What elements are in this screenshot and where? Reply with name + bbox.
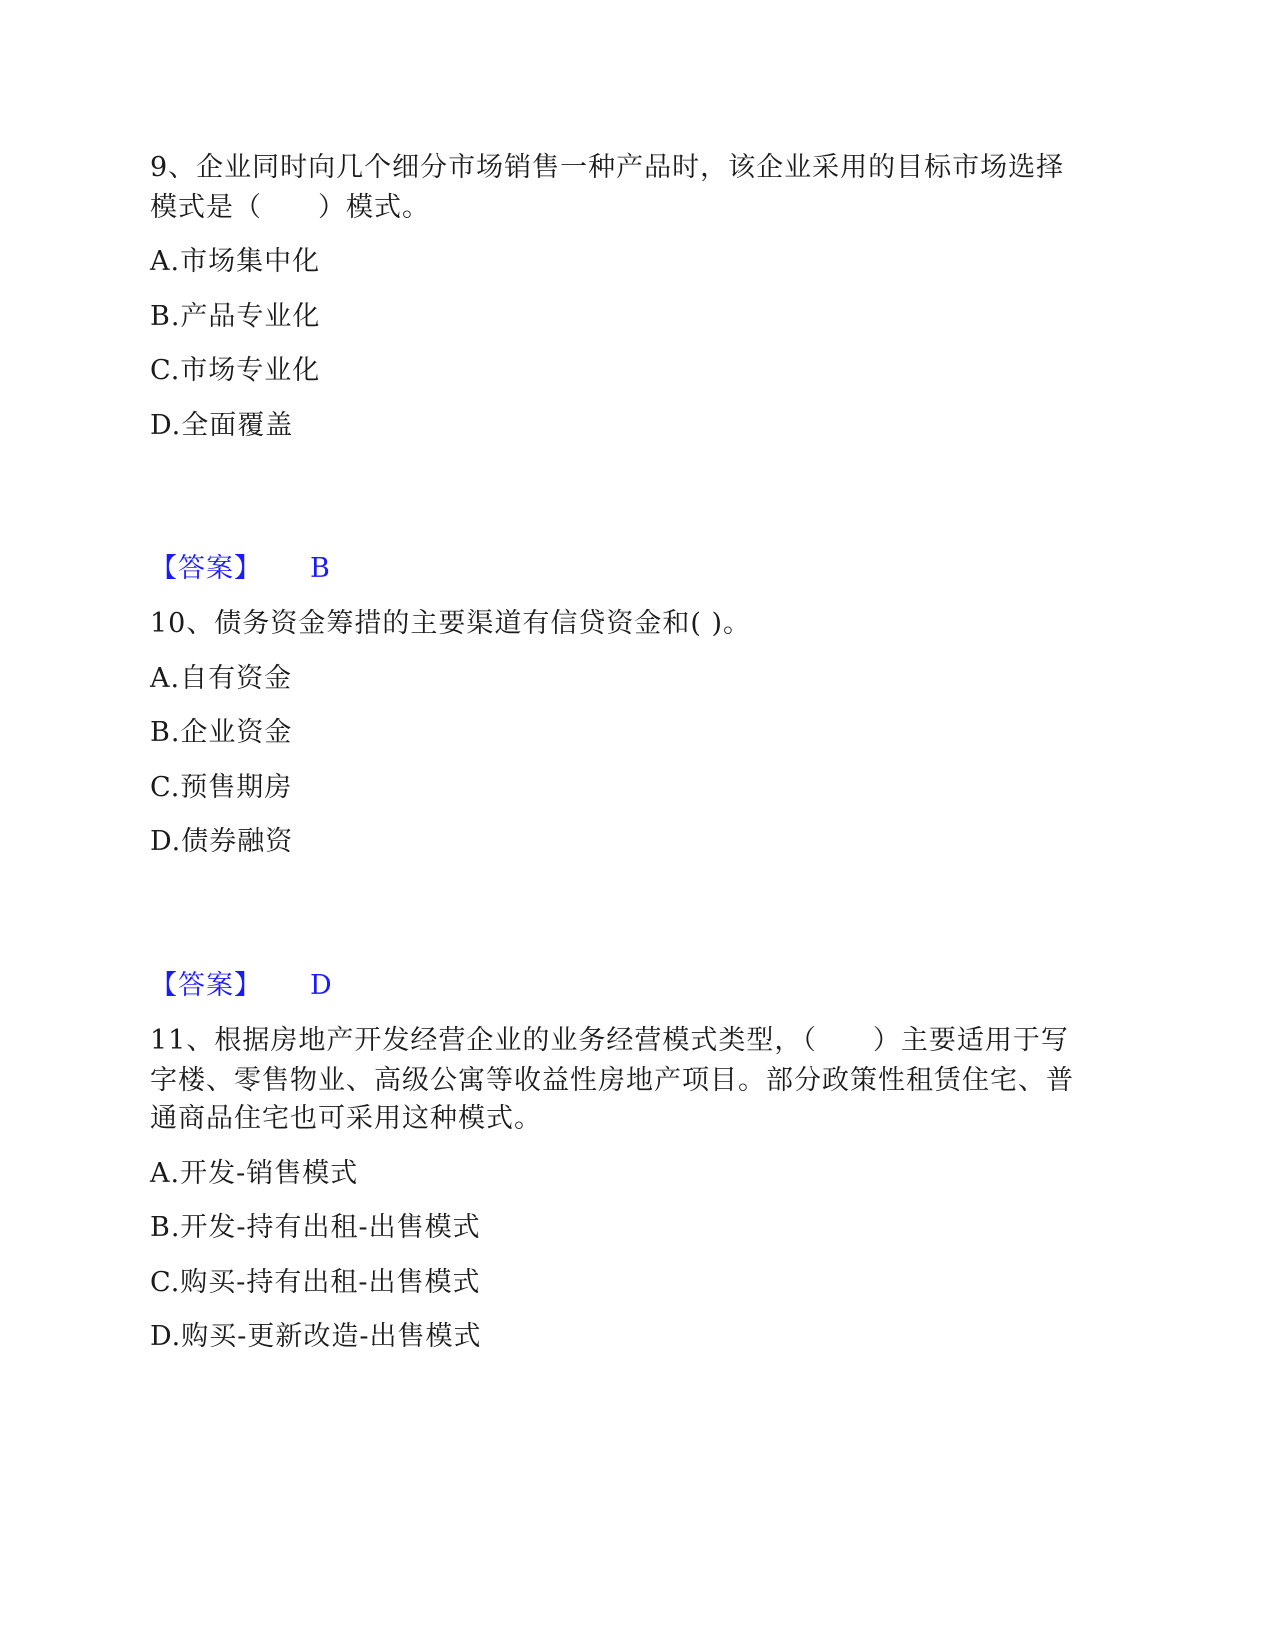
question-9-answer bbox=[150, 549, 331, 589]
question-11-stem-line-3: 通商品住宅也可采用这种模式。 bbox=[150, 1103, 542, 1134]
question-9-stem-line-2: 模式是（ ）模式。 bbox=[150, 192, 430, 223]
question-11-option-a: A.开发-销售模式 bbox=[150, 1158, 359, 1189]
answer-value: B bbox=[310, 553, 331, 584]
answer-value: D bbox=[310, 970, 333, 1001]
answer-label: 【答案】 bbox=[150, 553, 262, 584]
question-11-option-d: D.购买-更新改造-出售模式 bbox=[150, 1321, 482, 1352]
question-11-option-c: C.购买-持有出租-出售模式 bbox=[150, 1267, 481, 1298]
question-10-stem-line-1: 10、债务资金筹措的主要渠道有信贷资金和( )。 bbox=[150, 608, 752, 639]
answer-label: 【答案】 bbox=[150, 970, 262, 1001]
question-9-option-a: A.市场集中化 bbox=[150, 246, 321, 277]
question-9-option-d: D.全面覆盖 bbox=[150, 410, 294, 441]
question-11-stem-line-1: 11、根据房地产开发经营企业的业务经营模式类型，（ ）主要适用于写 bbox=[150, 1025, 1069, 1056]
question-9-option-c: C.市场专业化 bbox=[150, 355, 321, 386]
question-9-option-b: B.产品专业化 bbox=[150, 301, 321, 332]
question-11-stem-line-2: 字楼、零售物业、高级公寓等收益性房地产项目。部分政策性租赁住宅、普 bbox=[150, 1065, 1074, 1096]
question-10-option-b: B.企业资金 bbox=[150, 717, 293, 748]
question-10-option-a: A.自有资金 bbox=[150, 663, 293, 694]
question-9-stem-line-1: 9、企业同时向几个细分市场销售一种产品时，该企业采用的目标市场选择 bbox=[150, 152, 1065, 183]
question-10-answer bbox=[150, 966, 333, 1006]
question-10-option-d: D.债券融资 bbox=[150, 826, 294, 857]
question-10-option-c: C.预售期房 bbox=[150, 772, 293, 803]
question-11-option-b: B.开发-持有出租-出售模式 bbox=[150, 1212, 481, 1243]
